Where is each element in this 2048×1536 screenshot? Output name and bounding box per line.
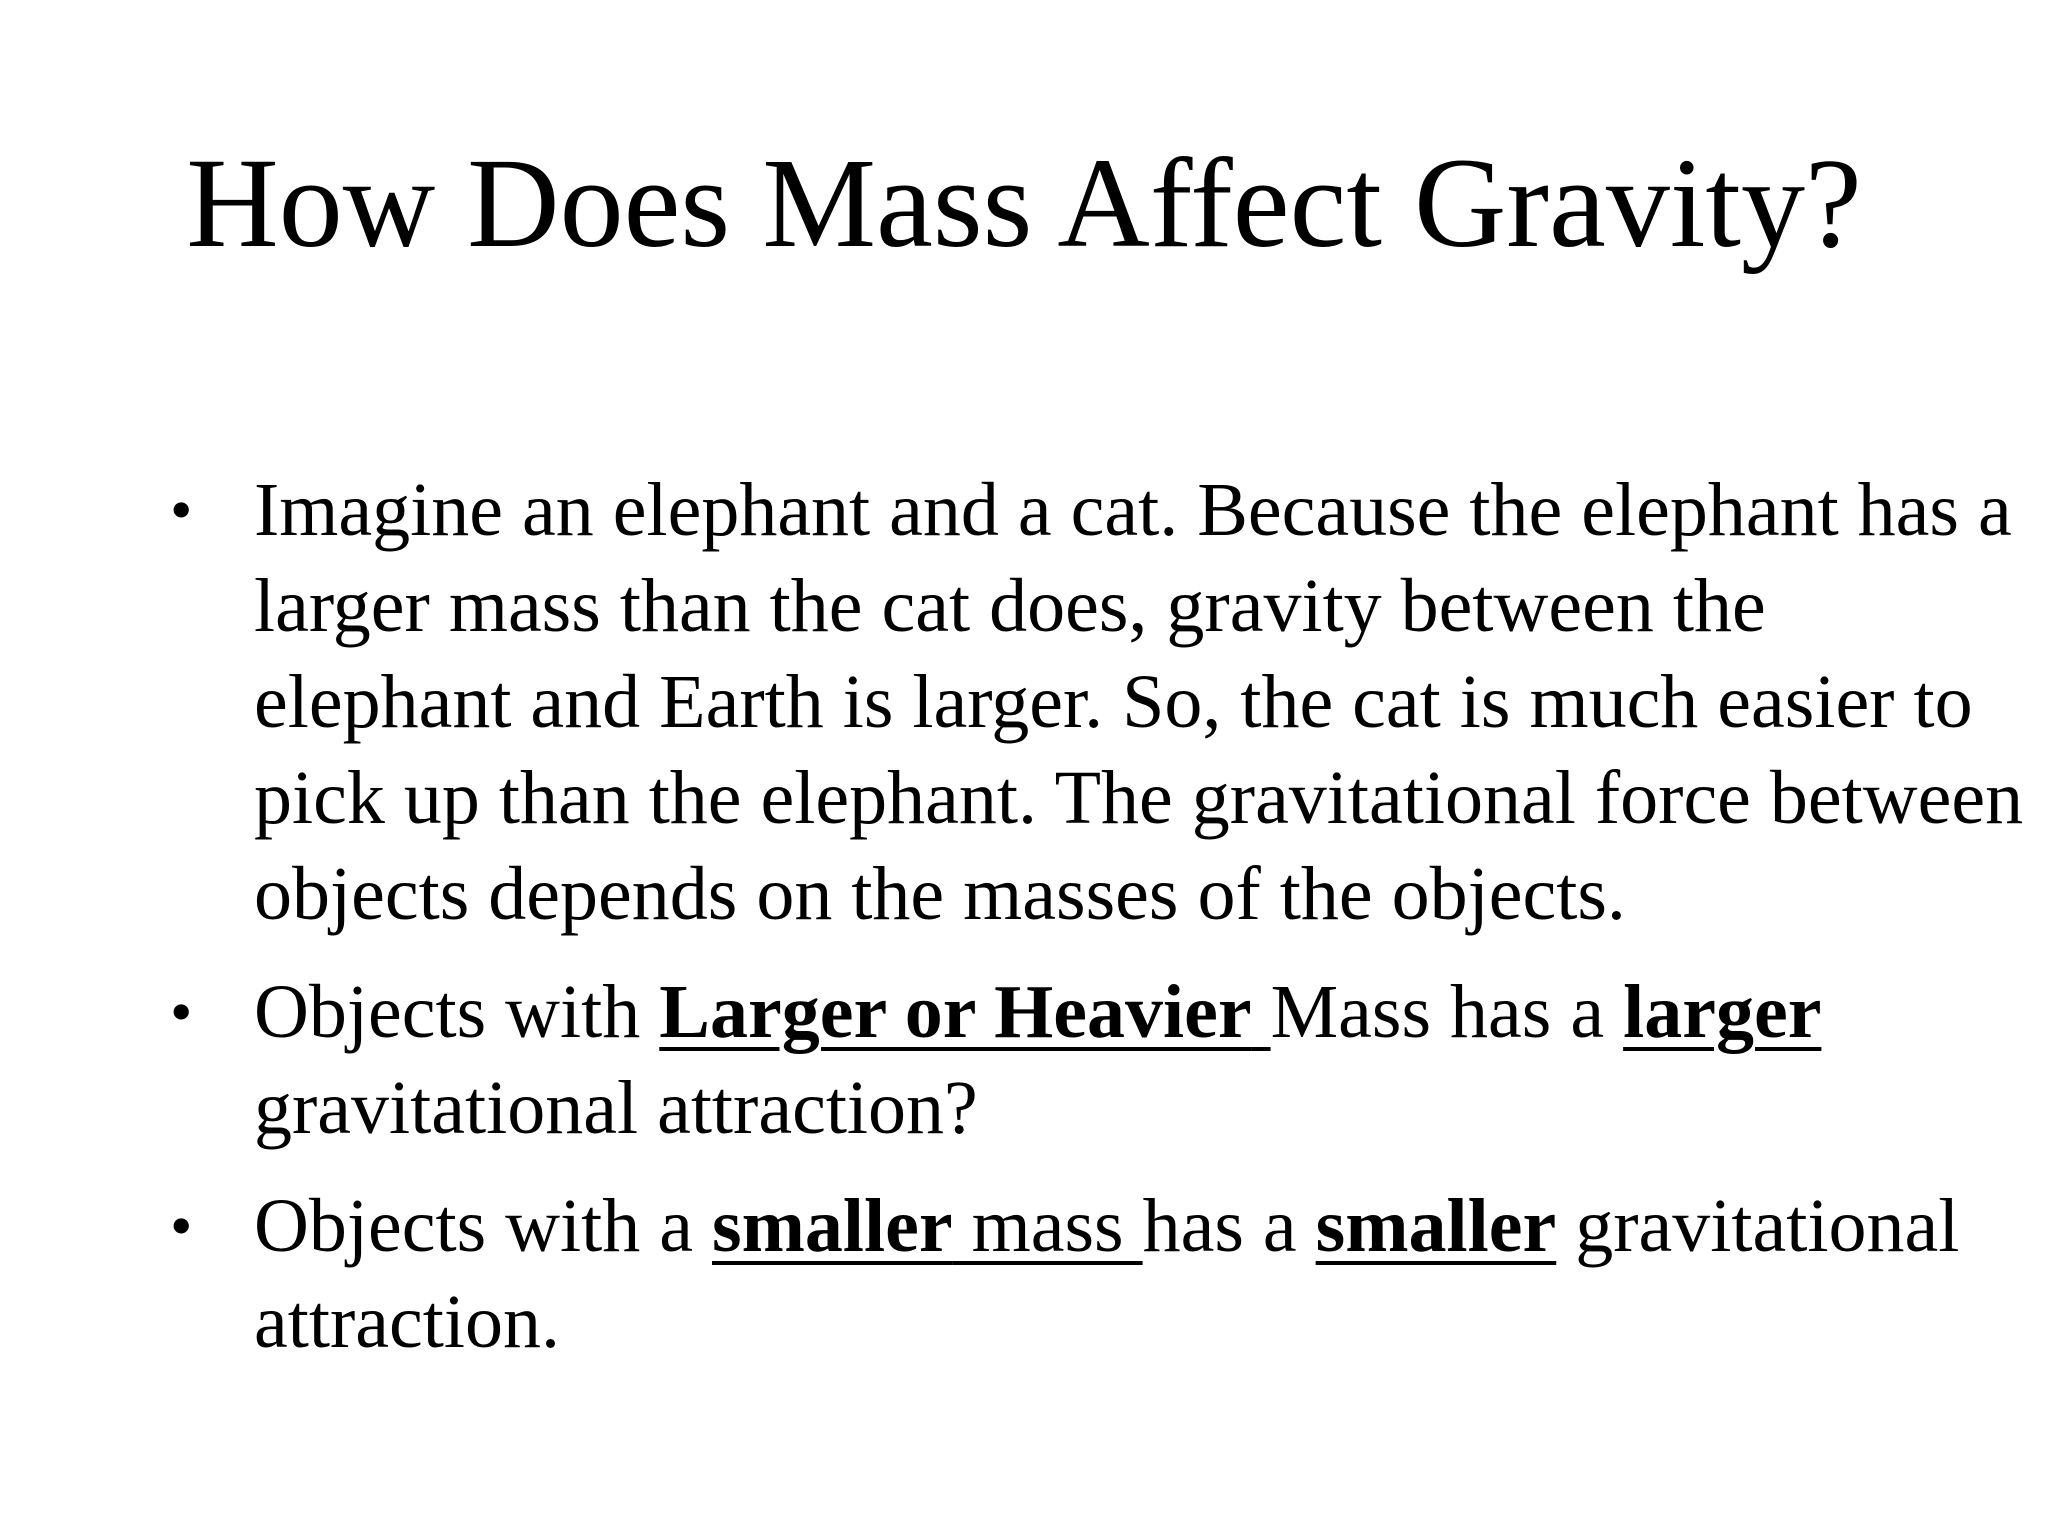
underlined-emphasis	[712, 1184, 1143, 1268]
bullet-text-part: Objects with	[254, 970, 660, 1054]
bold-emphasis: Larger or Heavier	[659, 970, 1252, 1054]
bullet-text-part: gravitational attraction.	[254, 1184, 1960, 1364]
bold-underlined-emphasis: smaller	[1315, 1184, 1557, 1268]
bullet-text-part: gravitational attraction?	[254, 1066, 978, 1150]
underlined-emphasis	[659, 970, 1270, 1054]
bullet-item	[170, 964, 2040, 1156]
bullet-list	[170, 462, 2040, 1392]
bullet-item	[170, 1178, 2040, 1370]
bullet-item	[170, 462, 2040, 942]
bullet-marker: •	[170, 976, 193, 1047]
bullet-text-part: Objects with a	[254, 1184, 713, 1268]
bold-underlined-emphasis: larger	[1623, 970, 1822, 1054]
underlined-text: mass	[952, 1184, 1143, 1268]
bullet-text: Imagine an elephant and a cat. Because the elephant has a larger mass than the cat does, gravity between the elephant and Earth is larger. So, the cat is much easier to pick up than the elephant. The gravitational force between objects depends on the masses of the objects.	[254, 468, 2024, 936]
bullet-text-part: has a	[1142, 1184, 1316, 1268]
bullet-text-part: Mass has a	[1270, 970, 1624, 1054]
underlined-space	[1252, 970, 1271, 1054]
slide-title: How Does Mass Affect Gravity?	[186, 132, 1862, 274]
bold-emphasis: smaller	[712, 1184, 953, 1268]
bullet-text	[254, 1184, 1959, 1364]
bullet-marker: •	[170, 1190, 193, 1261]
bullet-text	[254, 970, 1821, 1150]
bullet-marker: •	[170, 474, 193, 545]
